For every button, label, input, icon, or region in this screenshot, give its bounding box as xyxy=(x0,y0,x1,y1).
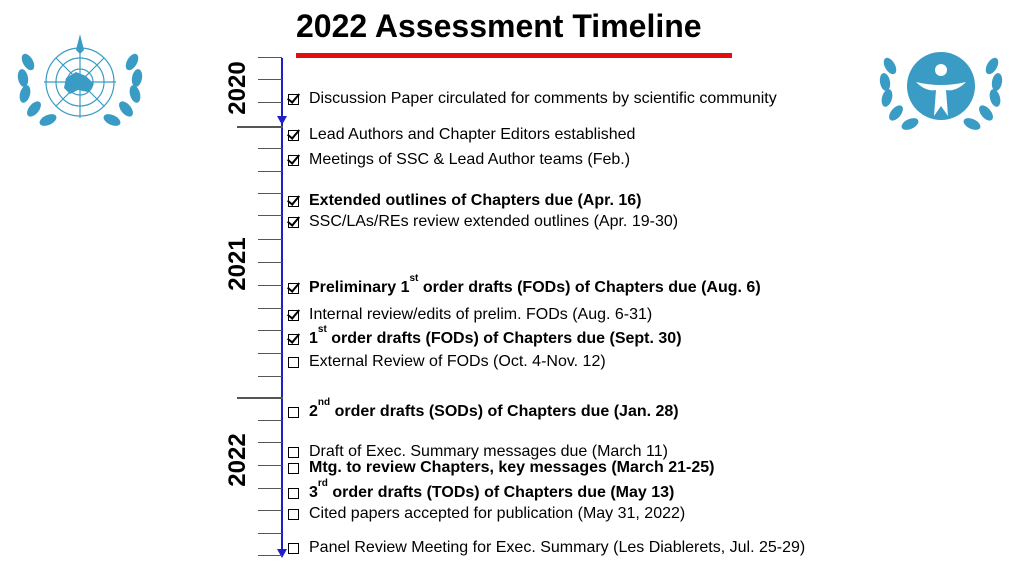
timeline-tick xyxy=(258,420,282,421)
empty-box-icon xyxy=(288,509,299,520)
year-divider-2021 xyxy=(237,397,283,399)
timeline-item xyxy=(288,323,682,348)
timeline-tick xyxy=(258,215,282,216)
timeline-item-label: External Review of FODs (Oct. 4-Nov. 12) xyxy=(309,353,606,370)
ordinal-suffix: st xyxy=(409,272,419,284)
timeline-item xyxy=(288,477,675,502)
checked-box-icon xyxy=(288,283,299,294)
ordinal-suffix: nd xyxy=(317,396,331,408)
label-suffix: order drafts (SODs) of Chapters due (Jan. 28) xyxy=(330,403,679,420)
timeline-item xyxy=(288,151,630,169)
timeline-item xyxy=(288,272,761,297)
label-prefix: Preliminary 1 xyxy=(309,279,410,296)
timeline-tick xyxy=(258,102,282,103)
timeline-tick xyxy=(258,79,282,80)
checked-box-icon xyxy=(288,334,299,345)
empty-box-icon xyxy=(288,447,299,458)
wmo-logo-icon xyxy=(14,32,146,132)
timeline-item-label: Discussion Paper circulated for comments by scientific community xyxy=(309,90,777,107)
checked-box-icon xyxy=(288,155,299,166)
timeline-item-label xyxy=(309,396,679,421)
timeline-tick xyxy=(258,239,282,240)
timeline-item xyxy=(288,126,635,144)
timeline-item-label: Panel Review Meeting for Exec. Summary (Les Diablerets, Jul. 25-29) xyxy=(309,539,806,556)
timeline-axis xyxy=(281,58,283,551)
checked-box-icon xyxy=(288,310,299,321)
ordinal-suffix: rd xyxy=(317,477,328,489)
timeline-tick xyxy=(258,376,282,377)
checked-box-icon xyxy=(288,196,299,207)
timeline-tick xyxy=(258,555,282,556)
timeline-item-label xyxy=(309,272,761,297)
timeline-item xyxy=(288,353,606,371)
label-prefix: 3 xyxy=(309,484,318,501)
timeline-tick xyxy=(258,193,282,194)
timeline-tick xyxy=(258,330,282,331)
unep-logo-icon xyxy=(876,36,1006,136)
timeline-item xyxy=(288,505,685,523)
timeline-item-label xyxy=(309,323,682,348)
timeline-item xyxy=(288,306,652,324)
label-suffix: order drafts (FODs) of Chapters due (Aug. 6) xyxy=(418,279,761,296)
timeline-tick xyxy=(258,171,282,172)
label-suffix: order drafts (TODs) of Chapters due (May 13) xyxy=(327,484,675,501)
timeline-tick xyxy=(258,285,282,286)
arrow-2020-icon xyxy=(277,116,287,125)
timeline-item xyxy=(288,213,678,231)
arrow-end-icon xyxy=(277,549,287,558)
label-prefix: 1 xyxy=(309,330,318,347)
timeline-tick xyxy=(258,262,282,263)
empty-box-icon xyxy=(288,543,299,554)
timeline-tick xyxy=(258,465,282,466)
timeline-item-label: Cited papers accepted for publication (May 31, 2022) xyxy=(309,505,686,522)
timeline-item xyxy=(288,459,715,477)
year-label-2022: 2022 xyxy=(224,433,251,487)
timeline-tick xyxy=(258,488,282,489)
label-prefix: 2 xyxy=(309,403,318,420)
empty-box-icon xyxy=(288,488,299,499)
timeline-tick xyxy=(258,57,282,58)
checked-box-icon xyxy=(288,94,299,105)
year-label-2021: 2021 xyxy=(224,237,251,291)
timeline-tick xyxy=(258,353,282,354)
timeline-tick xyxy=(258,308,282,309)
timeline-item-label: Mtg. to review Chapters, key messages (March 21-25) xyxy=(309,459,715,476)
timeline-item-label: Extended outlines of Chapters due (Apr. 16) xyxy=(309,192,642,209)
title-text: 2022 Assessment Timeline xyxy=(296,8,702,44)
label-suffix: order drafts (FODs) of Chapters due (Sept. 30) xyxy=(326,330,682,347)
empty-box-icon xyxy=(288,407,299,418)
timeline-tick xyxy=(258,533,282,534)
checked-box-icon xyxy=(288,217,299,228)
timeline-item xyxy=(288,90,777,108)
empty-box-icon xyxy=(288,357,299,368)
timeline-item-label: Lead Authors and Chapter Editors established xyxy=(309,126,636,143)
timeline-tick xyxy=(258,442,282,443)
timeline-item-label: SSC/LAs/REs review extended outlines (Apr. 19-30) xyxy=(309,213,679,230)
checked-box-icon xyxy=(288,130,299,141)
timeline-item-label: Meetings of SSC & Lead Author teams (Feb.) xyxy=(309,151,631,168)
timeline-item-label xyxy=(309,477,675,502)
timeline-item xyxy=(288,192,642,210)
ordinal-suffix: st xyxy=(317,323,327,335)
timeline-item-label: Draft of Exec. Summary messages due (March 11) xyxy=(309,443,668,460)
timeline-item xyxy=(288,539,805,557)
title-underline xyxy=(296,53,732,58)
timeline-item-label: Internal review/edits of prelim. FODs (Aug. 6-31) xyxy=(309,306,653,323)
empty-box-icon xyxy=(288,463,299,474)
year-label-2020: 2020 xyxy=(224,61,251,115)
timeline-tick xyxy=(258,510,282,511)
timeline-item xyxy=(288,396,679,421)
timeline-tick xyxy=(258,148,282,149)
